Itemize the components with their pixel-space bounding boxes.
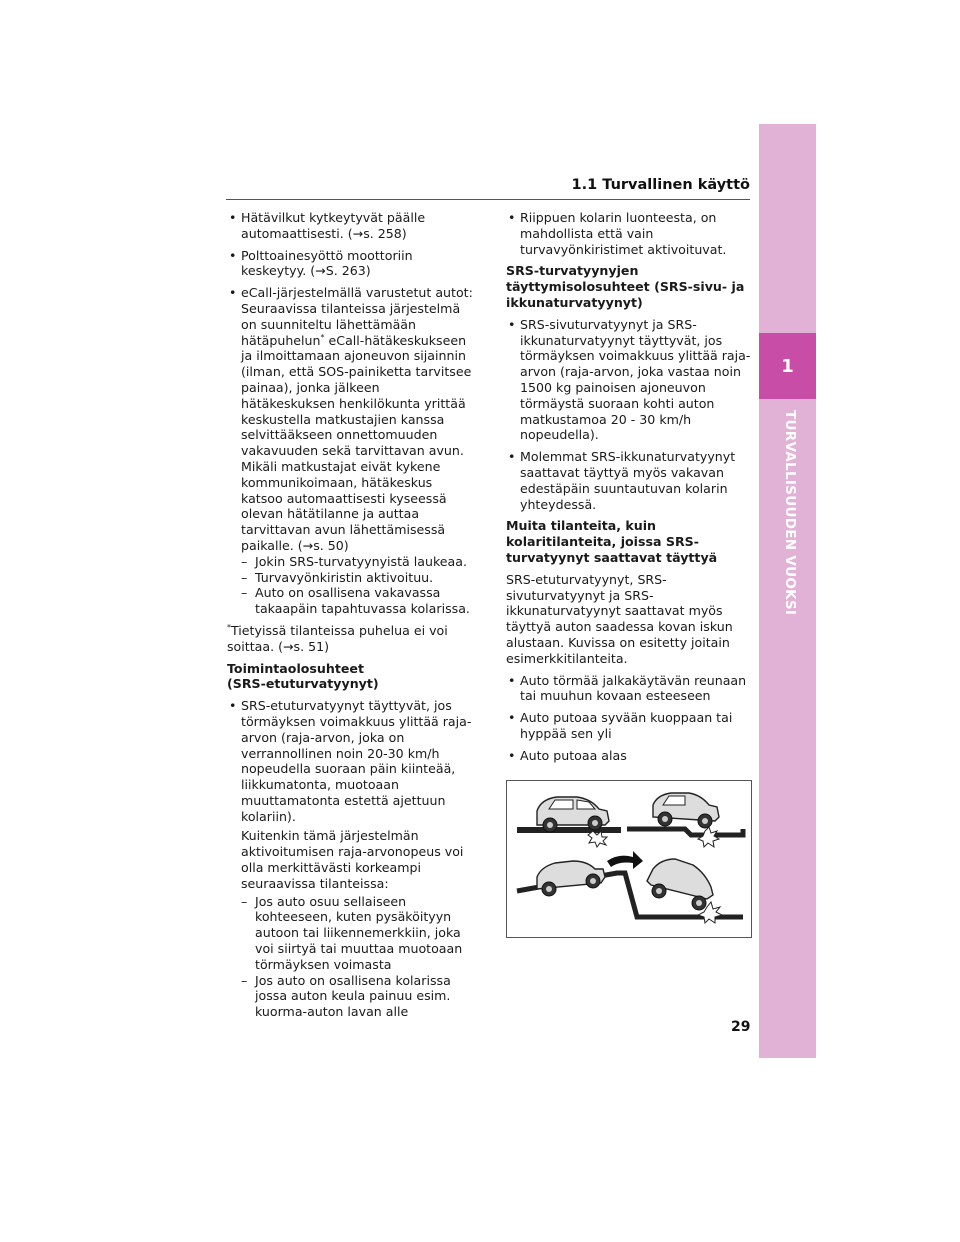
sub-list-item: – Auto on osallisena vakavassa takaapäin tapahtuvassa kolarissa. <box>241 585 477 617</box>
sub-list <box>227 894 477 1020</box>
illustration-car-impacts <box>506 780 752 938</box>
section-title: 1.1 Turvallinen käyttö <box>571 177 750 193</box>
footnote-mark: * <box>227 622 231 632</box>
sub-list <box>227 554 477 617</box>
list-item: • Auto putoaa syvään kuoppaan tai hyppää sen yli <box>506 710 752 742</box>
footnote <box>227 623 477 655</box>
sub-list-item: – Jos auto on osallisena kolarissa jossa auton keula painuu esim. kuorma-auton lavan alle <box>241 973 477 1020</box>
list-item-text: eCall-hätäkeskukseen ja ilmoittamaan ajoneuvon sijainnin (ilman, että SOS-painiketta tarvitsee painaa), jonka jälkeen hätäkeskuksen henkilökunta yrittää keskustella matkustajien kanssa selvittääkseen onnettomuuden vakavuuden sekä tarvittavan avun. Mikäli matkustajat eivät kykene kommunikoimaan, hätäkeskus katsoo automaattisesti kyseessä olevan hätätilanne ja auttaa tarvittavan avun lähettämisessä paikalle. (→s. 50) <box>241 332 472 553</box>
list-item: • Auto törmää jalkakäytävän reunaan tai muuhun kovaan esteeseen <box>506 673 752 705</box>
sub-list-item: – Jokin SRS-turvatyynyistä laukeaa. <box>241 554 477 570</box>
list-item-ecall <box>227 285 477 554</box>
sub-list-item: – Jos auto osuu sellaiseen kohteeseen, kuten pysäköityyn autoon tai liikennemerkkiin, joka voi siirtyä tai muuttaa muotoaan törmäyksen voimasta <box>241 894 477 973</box>
page-number: 29 <box>731 1019 751 1035</box>
header-divider <box>226 199 750 200</box>
list-item-text: eCall-järjestelmällä varustetut autot: Seuraavissa tilanteissa järjestelmä on suunniteltu lähettämään hätäpuhelun <box>241 285 473 348</box>
list-item: • Molemmat SRS-ikkunaturvatyynyt saattavat täyttyä myös vakavan edestäpäin suuntautuvan kolarin yhteydessä. <box>506 449 752 512</box>
list-item: • Hätävilkut kytkeytyvät päälle automaattisesti. (→s. 258) <box>227 210 477 242</box>
paragraph: Kuitenkin tämä järjestelmän aktivoitumisen raja-arvonopeus voi olla merkittävästi korkeampi seuraavissa tilanteissa: <box>241 828 464 891</box>
paragraph: SRS-etuturvatyynyt, SRS-sivuturvatyynyt ja SRS-ikkunaturvatyynyt saattavat myös täyttyä auton saadessa kovan iskun alustaan. Kuvissa on esitetty joitain esimerkkitilanteita. <box>506 571 733 666</box>
list-item: • Auto putoaa alas <box>506 748 752 764</box>
scene-curb-impact <box>517 797 621 847</box>
list-item: • Riippuen kolarin luonteesta, on mahdollista että vain turvavyönkiristimet aktivoituvat. <box>506 210 752 257</box>
heading-line: (SRS-etuturvatyynyt) <box>227 676 379 692</box>
list-item: • SRS-etuturvatyynyt täyttyvät, jos törmäyksen voimakkuus ylittää raja-arvon (raja-arvon, joka on verrannollinen noin 20-30 km/h nopeudella suoraan päin kiinteää, liikkumatonta, muotoaan muuttamatonta estettä ajettuun kolariin). <box>227 698 477 824</box>
section-heading: SRS-turvatyynyjen täyttymisolosuhteet (SRS-sivu- ja ikkunaturvatyynyt) <box>506 263 745 310</box>
footnote-text: Tietyissä tilanteissa puhelua ei voi soittaa. (→s. 51) <box>227 622 448 654</box>
section-heading <box>227 661 477 693</box>
chapter-label: TURVALLISUUDEN VUOKSI <box>782 410 798 616</box>
list-item: • SRS-sivuturvatyynyt ja SRS-ikkunaturvatyynyt täyttyvät, jos törmäyksen voimakkuus ylittää raja-arvon (raja-arvon, joka vastaa noin 1500 kg painoisen ajoneuvon törmäystä suoraan kohti auton matkustamoa 20 - 30 km/h nopeudella). <box>506 317 752 443</box>
section-heading: Muita tilanteita, kuin kolaritilanteita, joissa SRS-turvatyynyt saattavat täyttyä <box>506 518 718 565</box>
right-column <box>506 210 752 770</box>
left-column <box>227 210 477 1020</box>
sub-list-item: – Turvavyönkiristin aktivoituu. <box>241 570 477 586</box>
chapter-number: 1 <box>759 333 816 399</box>
scene-drop-into-hole <box>627 793 743 847</box>
list-item: • Polttoainesyöttö moottoriin keskeytyy. (→S. 263) <box>227 248 477 280</box>
scene-fall-off-edge <box>517 851 743 923</box>
illustration-svg <box>507 781 751 937</box>
heading-line: Toimintaolosuhteet <box>227 660 364 676</box>
footnote-mark: * <box>320 332 325 342</box>
